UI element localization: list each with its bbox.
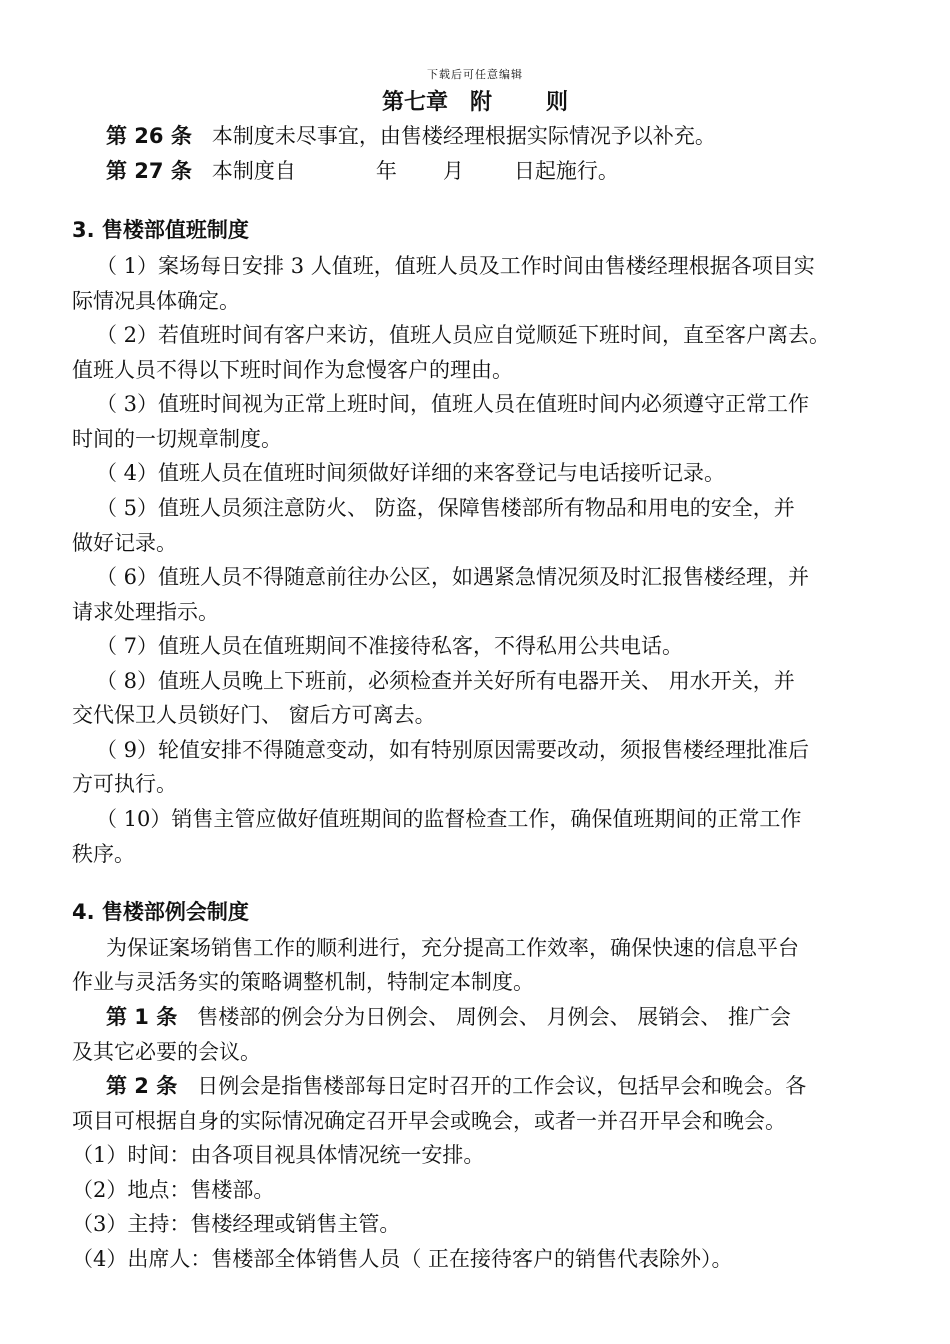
- section-4-article-1: [106, 1003, 791, 1031]
- section-3-line: （ 7）值班人员在值班期间不准接待私客，不得私用公共电话。: [96, 634, 684, 658]
- section-4-intro: 为保证案场销售工作的顺利进行，充分提高工作效率，确保快速的信息平台: [106, 936, 799, 960]
- section-3-line: 时间的一切规章制度。: [72, 427, 282, 451]
- section-3-line: （ 5）值班人员须注意防火、 防盗，保障售楼部所有物品和用电的安全，并: [96, 496, 795, 520]
- article-27-month: 月: [442, 159, 464, 183]
- section-3-line: 值班人员不得以下班时间作为怠慢客户的理由。: [72, 358, 513, 382]
- section-4-article-1-label: 第 1 条: [106, 1005, 178, 1029]
- chapter-title-number: 第七章: [381, 90, 448, 115]
- section-3-line: （ 9）轮值安排不得随意变动，如有特别原因需要改动，须报售楼经理批准后: [96, 738, 810, 762]
- section-3-line: 请求处理指示。: [72, 600, 219, 624]
- section-4-article-1-cont: 及其它必要的会议。: [72, 1040, 261, 1064]
- section-3-line: 方可执行。: [72, 772, 177, 796]
- chapter-title-word1: 附: [469, 90, 492, 115]
- article-27-label: 第 27 条: [106, 159, 192, 183]
- section-4-article-2-cont: 项目可根据自身的实际情况确定召开早会或晚会，或者一并召开早会和晚会。: [72, 1109, 786, 1133]
- section-3-line: （ 8）值班人员晚上下班前，必须检查并关好所有电器开关、 用水开关，并: [96, 669, 795, 693]
- chapter-title-word2: 则: [546, 90, 569, 115]
- section-4-item: （1）时间：由各项目视具体情况统一安排。: [72, 1143, 485, 1167]
- section-3-title: 3. 售楼部值班制度: [72, 218, 249, 242]
- section-4-item: （3）主持：售楼经理或销售主管。: [72, 1212, 401, 1236]
- section-4-item: （4）出席人：售楼部全体销售人员（ 正在接待客户的销售代表除外）。: [72, 1247, 733, 1271]
- section-4-article-2-label: 第 2 条: [106, 1074, 178, 1098]
- section-4-article-2: [106, 1072, 806, 1100]
- section-3-line: （ 3）值班时间视为正常上班时间，值班人员在值班时间内必须遵守正常工作: [96, 392, 810, 416]
- article-27-text-start: 本制度自: [211, 159, 296, 183]
- section-4-intro: 作业与灵活务实的策略调整机制，特制定本制度。: [72, 970, 534, 994]
- section-3-line: （ 1）案场每日安排 3 人值班，值班人员及工作时间由售楼经理根据各项目实: [96, 254, 815, 278]
- section-3-line: （ 6）值班人员不得随意前往办公区，如遇紧急情况须及时汇报售楼经理，并: [96, 565, 810, 589]
- article-27-text-end: 日起施行。: [513, 159, 619, 183]
- section-3-line: （ 2）若值班时间有客户来访，值班人员应自觉顺延下班时间，直至客户离去。: [96, 323, 831, 347]
- section-3-line: （ 4）值班人员在值班时间须做好详细的来客登记与电话接听记录。: [96, 461, 726, 485]
- chapter-title: [0, 88, 950, 118]
- article-26-label: 第 26 条: [106, 124, 192, 148]
- section-4-title: 4. 售楼部例会制度: [72, 900, 249, 924]
- section-4-article-2-text: 日例会是指售楼部每日定时召开的工作会议，包括早会和晚会。各: [197, 1074, 807, 1098]
- section-4-article-1-text: 售楼部的例会分为日例会、 周例会、 月例会、 展销会、 推广会: [197, 1005, 791, 1029]
- section-3-line: 交代保卫人员锁好门、 窗后方可离去。: [72, 703, 436, 727]
- section-3-line: 际情况具体确定。: [72, 289, 240, 313]
- section-3-line: 做好记录。: [72, 531, 177, 555]
- section-3-line: 秩序。: [72, 842, 135, 866]
- header-note: 下载后可任意编辑: [427, 68, 523, 81]
- article-26-text: 本制度未尽事宜，由售楼经理根据实际情况予以补充。: [211, 124, 716, 148]
- article-26: [106, 122, 716, 150]
- section-3-line: （ 10）销售主管应做好值班期间的监督检查工作，确保值班期间的正常工作: [96, 807, 802, 831]
- article-27-year: 年: [375, 159, 397, 183]
- article-27: [106, 157, 619, 185]
- section-4-item: （2）地点：售楼部。: [72, 1178, 275, 1202]
